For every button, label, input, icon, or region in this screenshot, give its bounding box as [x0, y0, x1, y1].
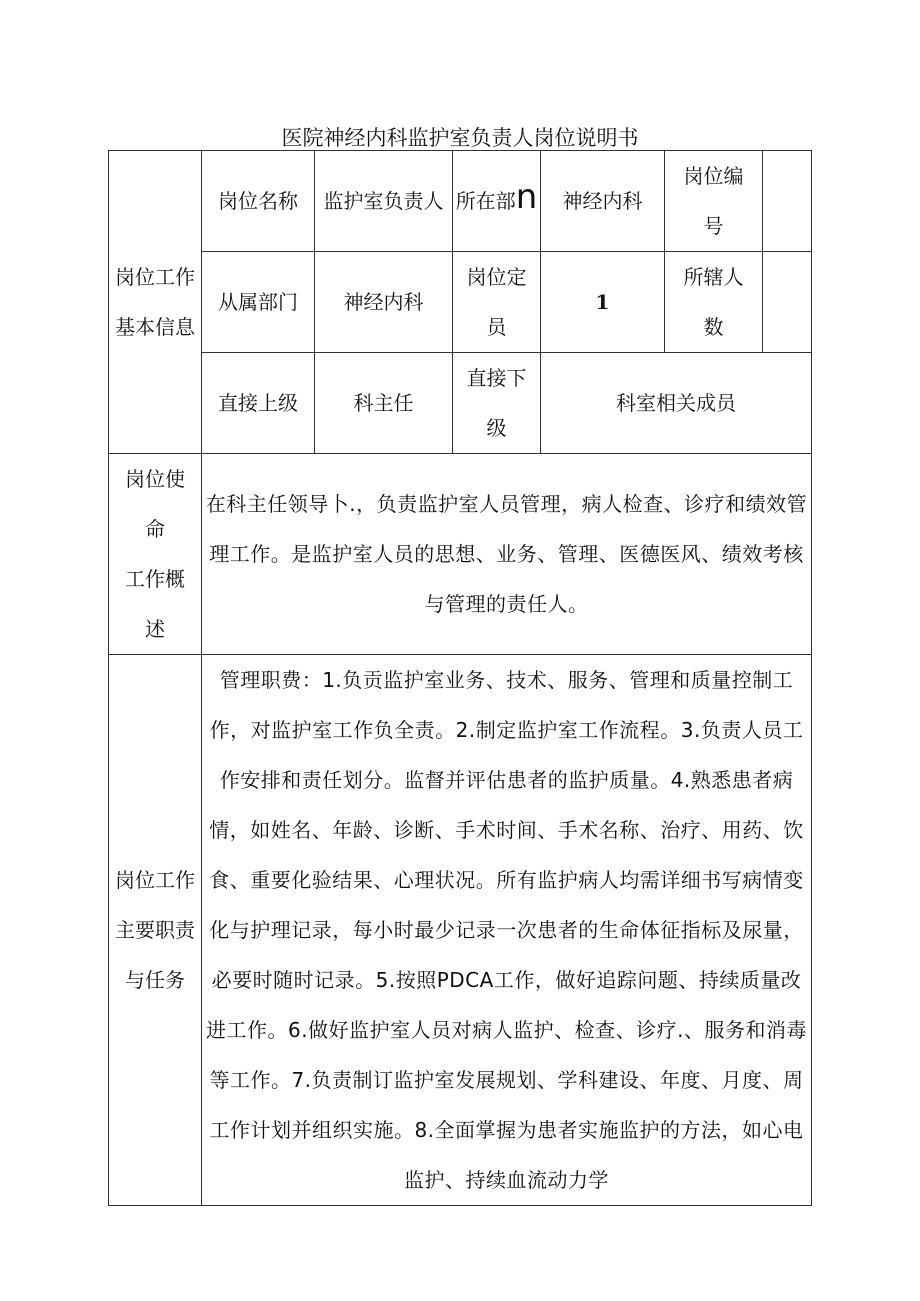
- position-name-value: 监护室负责人: [315, 151, 453, 252]
- direct-superior-label: 直接上级: [202, 353, 315, 454]
- headcount-value: 1: [541, 252, 665, 353]
- mission-text: 在科主任领导卜.，负责监护室人员管理，病人检查、诊疗和绩效管理工作。是监护室人员的思想、业务、管理、医德医风、绩效考核与管理的责任人。: [202, 454, 812, 655]
- headcount-label: 岗位定 员: [453, 252, 541, 353]
- position-number-label: 岗位编 号: [665, 151, 763, 252]
- duties-label: 岗位工作 主要职责 与任务: [109, 655, 202, 1206]
- subordinate-dept-value: 神经内科: [315, 252, 453, 353]
- duties-text: 管理职费：1.负贡监护室业务、技术、服务、管理和质量控制工作，对监护室工作负全责。2.制定监护室工作流程。3.负责人员工作安排和责任划分。监督并评估患者的监护质量。4.熟悉患者病情，如姓名、年龄、诊断、手术时间、手术名称、治疗、用药、饮食、重要化验结果、心理状况。所有监护病人均需详细书写病情变化与护理记录，每小时最少记录一次患者的生命体征指标及尿量，必要时随时记录。5.按照PDCA工作，做好追踪问题、持续质量改进工作。6.做好监护室人员对病人监护、检查、诊疗.、服务和消毒等工作。7.负责制订监护室发展规划、学科建设、年度、月度、周工作计划并组织实施。8.全面掌握为患者实施监护的方法，如心电监护、持续血流动力学: [202, 655, 812, 1206]
- basic-info-row-3: [109, 353, 812, 454]
- job-description-table: [108, 150, 812, 1206]
- position-name-label: 岗位名称: [202, 151, 315, 252]
- mission-label: 岗位使 命 工作概 述: [109, 454, 202, 655]
- department-label: 所在部n: [453, 151, 541, 252]
- managed-count-label: 所辖人 数: [665, 252, 763, 353]
- document-title: 医院神经内科监护室负责人岗位说明书: [281, 126, 639, 150]
- direct-subordinate-label: 直接下 级: [453, 353, 541, 454]
- managed-count-value: [763, 252, 812, 353]
- basic-info-section-label: 岗位工作 基本信息: [109, 151, 202, 454]
- duties-row: [109, 655, 812, 1206]
- subordinate-dept-label: 从属部门: [202, 252, 315, 353]
- basic-info-row-1: [109, 151, 812, 252]
- basic-info-row-2: [109, 252, 812, 353]
- direct-subordinate-value: 科室相关成员: [541, 353, 812, 454]
- direct-superior-value: 科主任: [315, 353, 453, 454]
- department-value: 神经内科: [541, 151, 665, 252]
- mission-row: [109, 454, 812, 655]
- position-number-value: [763, 151, 812, 252]
